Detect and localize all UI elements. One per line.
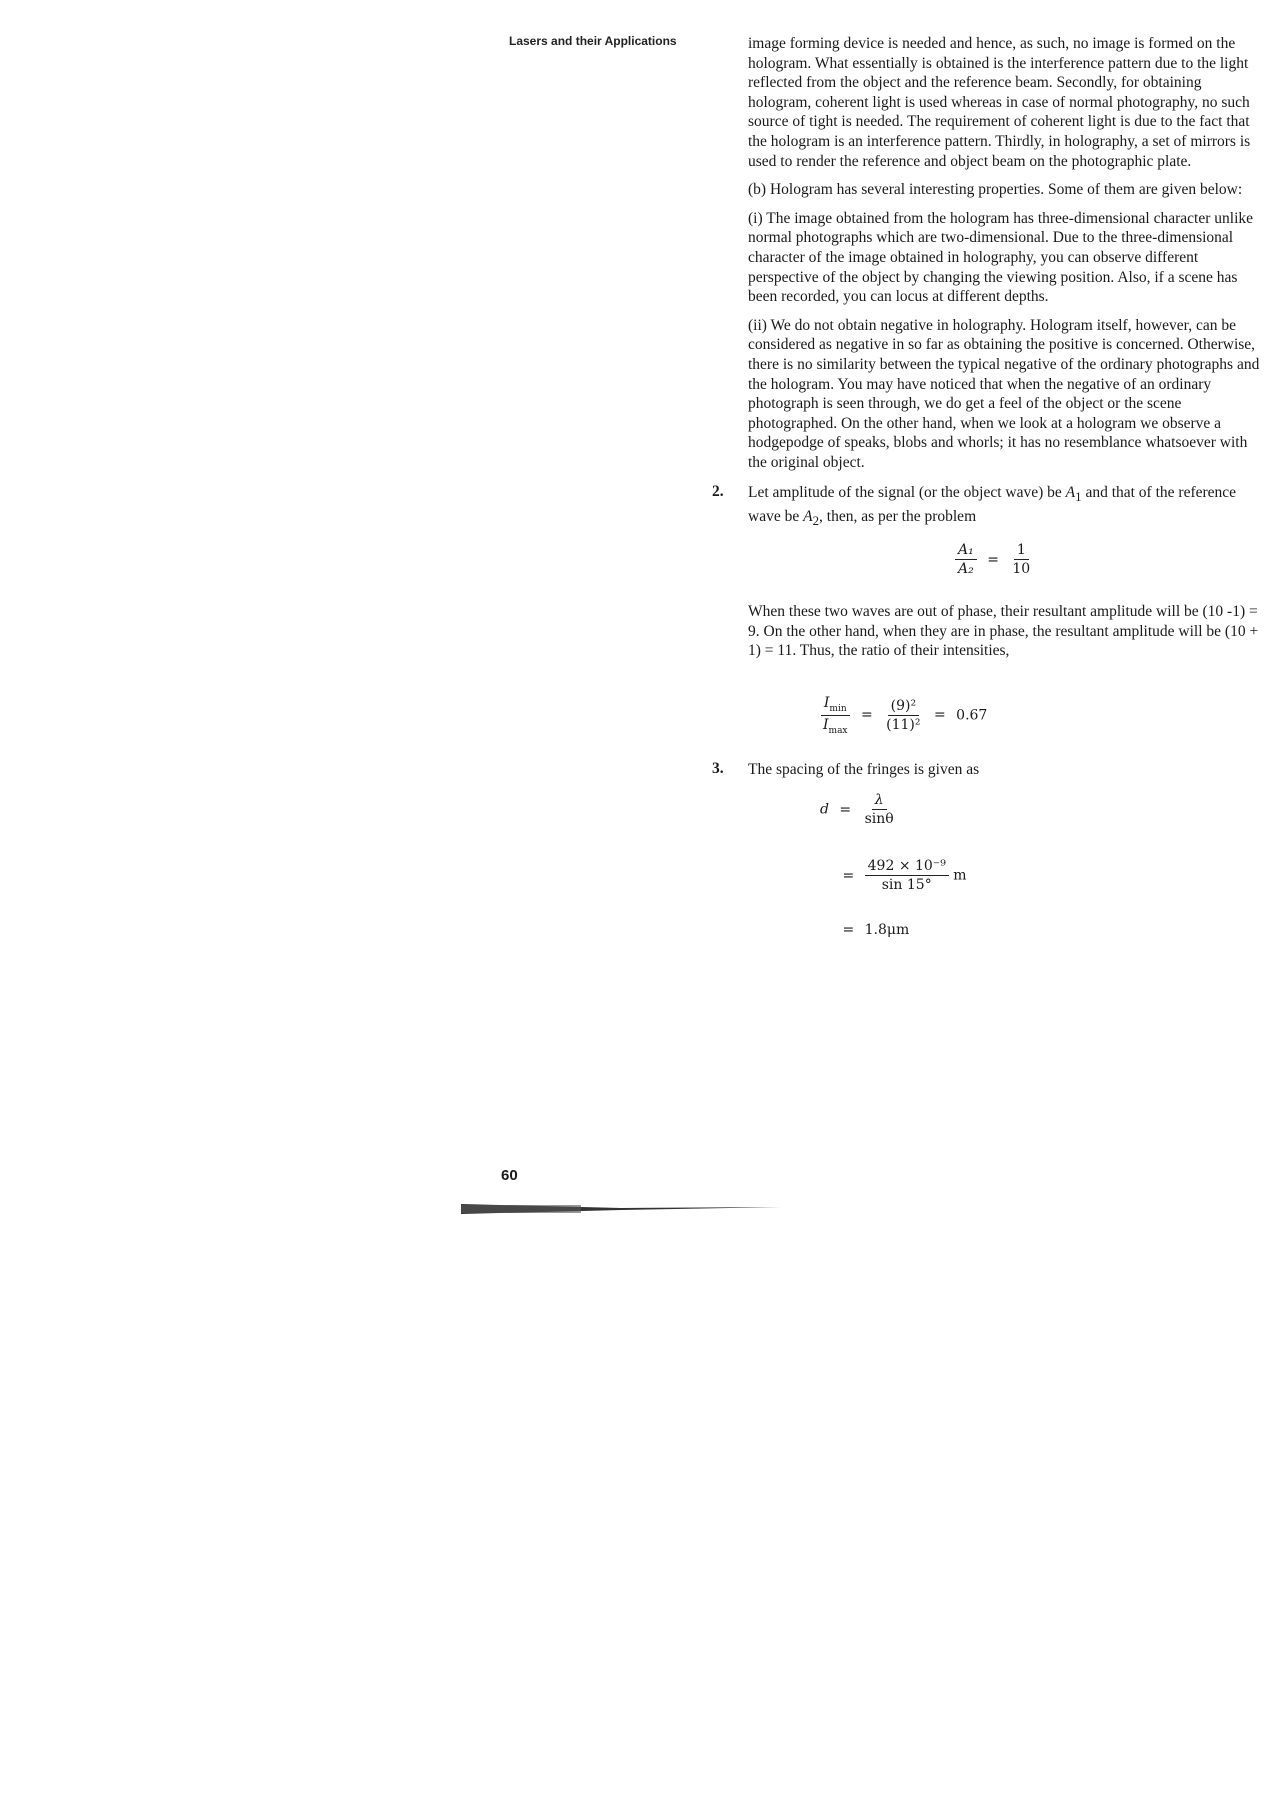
equals-sign: = bbox=[839, 801, 852, 818]
equals-sign: = bbox=[860, 707, 873, 724]
math-symbol: d bbox=[820, 801, 829, 818]
fraction bbox=[865, 858, 949, 893]
item-text: The spacing of the fringes is given as bbox=[748, 761, 980, 778]
denominator: (11)² bbox=[886, 716, 921, 733]
item-number: 2. bbox=[712, 483, 724, 500]
equals-sign: = bbox=[933, 707, 946, 724]
text-run: Let amplitude of the signal (or the object wave) be bbox=[748, 484, 1066, 501]
fraction bbox=[862, 792, 897, 827]
fraction bbox=[955, 542, 977, 577]
equation-result bbox=[820, 922, 909, 938]
equals-sign: = bbox=[842, 922, 855, 938]
math-subscript: min bbox=[829, 703, 847, 714]
paragraph: image forming device is needed and hence, as such, no image is formed on the hologram. What essentially is obtained is the interference pattern due to the light reflected from the object and the reference beam. Secondly, for obtaining hologram, coherent light is used whereas in case of normal photography, no such source of tight is needed. The requirement of coherent light is due to the fact that the hologram is an interference pattern. Thirdly, in holography, a set of mirrors is used to render the reference and object beam on the photographic plate. bbox=[748, 35, 1251, 170]
math-subscript: 1 bbox=[1075, 489, 1082, 505]
numerator: (9)² bbox=[888, 698, 919, 716]
numerator: A₁ bbox=[955, 542, 977, 560]
numerator: λ bbox=[872, 792, 887, 810]
text-run: , then, as per the problem bbox=[819, 507, 977, 525]
equation-fringe-spacing bbox=[820, 792, 897, 827]
paragraph: When these two waves are out of phase, their resultant amplitude will be (10 -1) = 9. On the other hand, when they are in phase, the resultant amplitude will be (10 + 1) = 11. Thus, the ratio of their intensities, bbox=[748, 603, 1259, 660]
math-subscript: 2 bbox=[812, 512, 820, 528]
decorative-rule bbox=[461, 1202, 781, 1216]
math-symbol: A bbox=[803, 507, 813, 525]
text-run: and that of the reference wave be bbox=[748, 484, 1237, 525]
numerator: 1 bbox=[1014, 542, 1029, 560]
fraction bbox=[1009, 542, 1033, 577]
equation-substitution bbox=[820, 858, 967, 893]
fraction bbox=[820, 695, 851, 736]
paragraph: (b) Hologram has several interesting properties. Some of them are given below: bbox=[748, 181, 1243, 199]
equation-amplitude-ratio bbox=[955, 542, 1033, 577]
math-symbol: A bbox=[1065, 484, 1076, 501]
numerator: 492 × 10⁻⁹ bbox=[865, 858, 949, 876]
math-subscript: max bbox=[828, 725, 848, 736]
denominator: sin 15° bbox=[881, 877, 932, 893]
paragraph: (i) The image obtained from the hologram has three-dimensional character unlike normal photographs which are two-dimensional. Due to the three-dimensional character of the image obtained in holography, you can observe different perspective of the object by changing the viewing position. Also, if a scene has been recorded, you can locus at different depths. bbox=[748, 209, 1253, 306]
page-number: 60 bbox=[501, 1167, 518, 1184]
denominator: A₂ bbox=[958, 561, 974, 577]
equals-sign: = bbox=[842, 867, 855, 884]
paragraph: (ii) We do not obtain negative in holography. Hologram itself, however, can be considered as negative in so far as obtaining the positive is concerned. Otherwise, there is no similarity between the typical negative of the ordinary photographs and the hologram. You may have noticed that when the negative of an ordinary photograph is seen through, we do get a feel of the object or the scene photographed. On the other hand, when we look at a hologram we observe a hodgepodge of speaks, blobs and whorls; it has no resemblance whatsoever with the original object. bbox=[748, 316, 1260, 471]
math-symbol: I bbox=[823, 695, 830, 711]
equation-intensity-ratio bbox=[820, 695, 987, 736]
text-column bbox=[748, 34, 1268, 481]
result-value: 1.8μm bbox=[864, 922, 910, 938]
unit: m bbox=[953, 867, 967, 884]
equals-sign: = bbox=[987, 551, 999, 568]
math-symbol: I bbox=[823, 716, 829, 733]
running-head: Lasers and their Applications bbox=[509, 34, 677, 48]
denominator: sinθ bbox=[864, 811, 894, 827]
item-number: 3. bbox=[712, 760, 724, 777]
result-value: 0.67 bbox=[956, 707, 988, 724]
denominator: 10 bbox=[1012, 561, 1031, 577]
item-text bbox=[748, 483, 1268, 530]
fraction bbox=[883, 698, 923, 733]
